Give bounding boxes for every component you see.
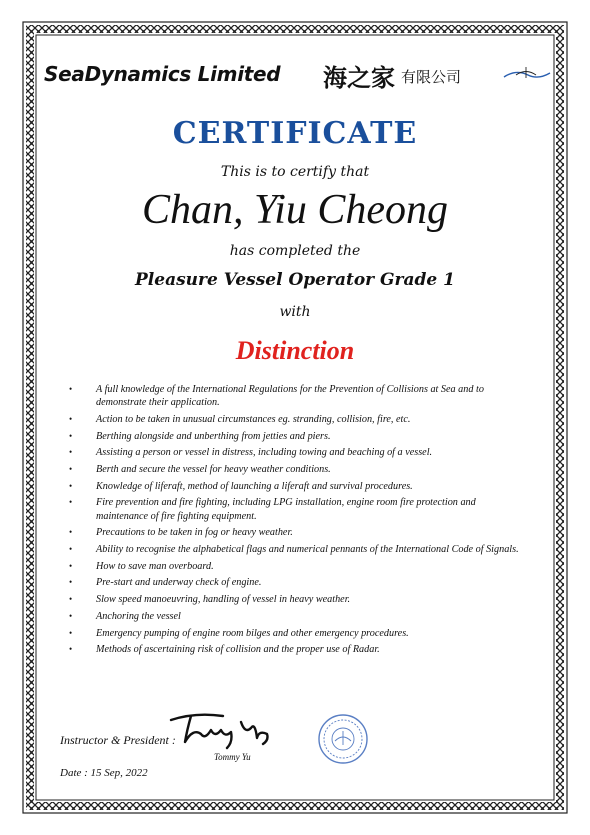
list-item: • Ability to recognise the alphabetical flags and numerical pennants of the International Code of Signals. [69,544,519,556]
company-seal-icon [317,713,369,765]
list-item: • Action to be taken in unusual circumstances eg. stranding, collision, fire, etc. [69,413,411,425]
list-item: • Pre-start and underway check of engine. [69,577,262,589]
boat-logo-icon [502,64,552,84]
issue-date: Date : 15 Sep, 2022 [60,767,148,779]
company-name-cn-suffix: 有限公司 [401,68,462,86]
course-name: Pleasure Vessel Operator Grade 1 [135,270,455,290]
completed-line: has completed the [229,243,361,259]
list-item: • Anchoring the vessel [69,610,181,622]
signature-label: Instructor & President : [60,733,176,747]
company-name-en: SeaDynamics Limited [44,62,281,86]
recipient-name: Chan, Yiu Cheong [141,187,449,233]
certify-line: This is to certify that [220,164,370,180]
list-item: • Berthing alongside and unberthing from jetties and piers. [69,430,331,442]
list-item: • How to save man overboard. [69,560,214,572]
company-name-cn: 海之家 [323,64,395,92]
company-header [44,58,554,94]
competency-list [66,383,526,660]
list-item: • Methods of ascertaining risk of collision and the proper use of Radar. [69,644,380,656]
with-line: with [279,304,311,320]
list-item: • Assisting a person or vessel in distress, including towing and beaching of a vessel. [69,447,433,459]
list-item: • A full knowledge of the International Regulations for the Prevention of Collisions at Sea and to demonstrate their application. [69,384,484,409]
list-item: • Slow speed manoeuvring, handling of vessel in heavy weather. [69,594,351,606]
list-item: • Knowledge of liferaft, method of launching a liferaft and survival procedures. [69,480,413,492]
list-item: • Berth and secure the vessel for heavy weather conditions. [69,464,331,476]
signatory-name: Tommy Yu [214,752,251,762]
certificate-title: CERTIFICATE [172,116,418,151]
honor-level: Distinction [235,336,355,365]
list-item: • Precautions to be taken in fog or heavy weather. [69,527,293,539]
handwritten-signature [165,708,285,754]
list-item: • Emergency pumping of engine room bilges and other emergency procedures. [69,627,409,639]
list-item: • Fire prevention and fire fighting, including LPG installation, engine room fire protection and maintenance of fire fighting equipment. [69,497,476,522]
